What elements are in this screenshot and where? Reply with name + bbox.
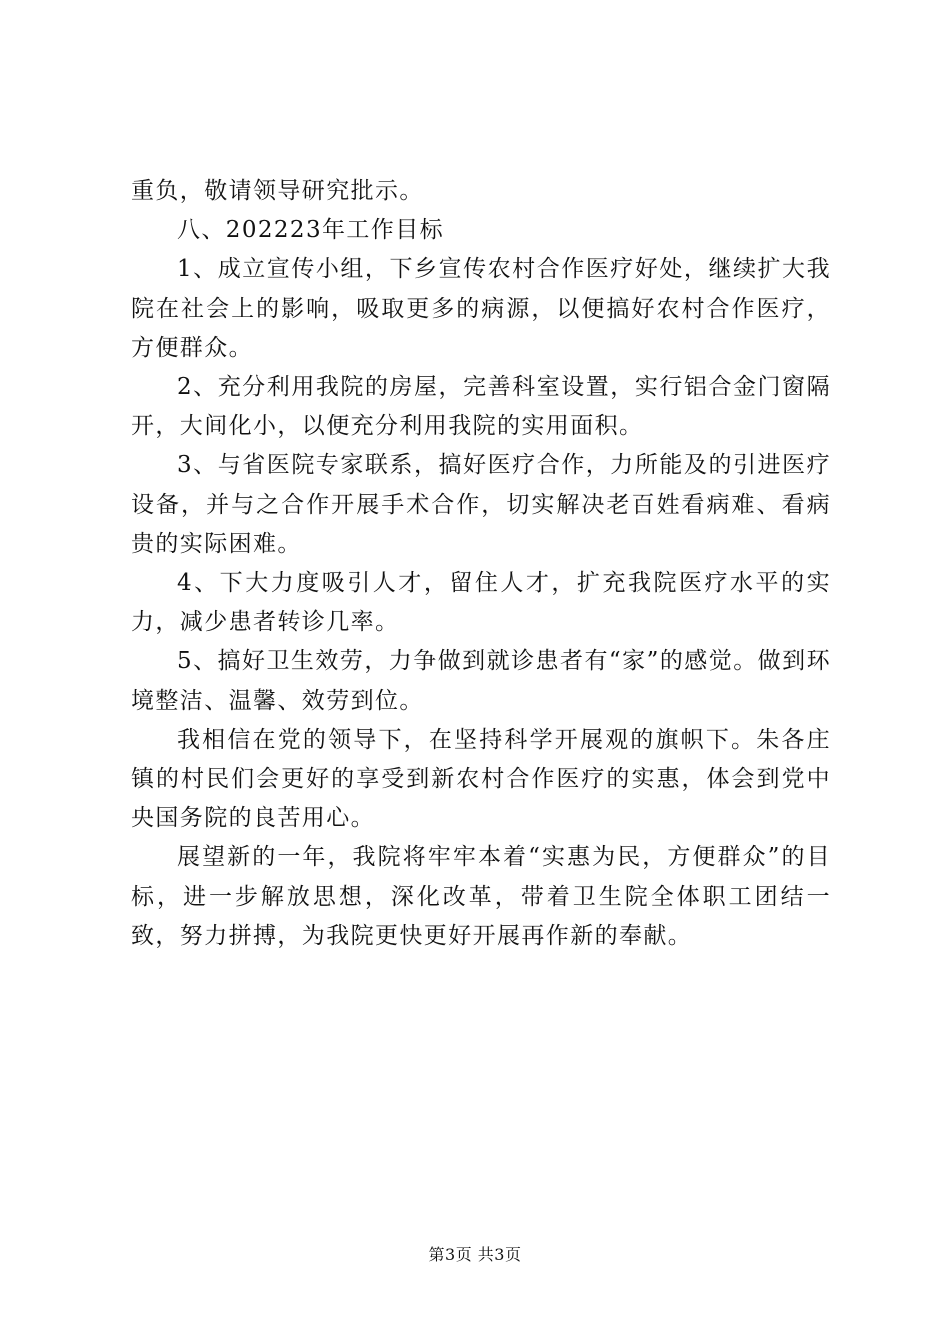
paragraph-goal-4: 4、下大力度吸引人才，留住人才，扩充我院医疗水平的实力，减少患者转诊几率。 bbox=[131, 570, 831, 636]
paragraph-outlook: 展望新的一年，我院将牢牢本着“实惠为民，方便群众”的目标，进一步解放思想，深化改革，带着卫生院全体职工团结一致，努力拼搏，为我院更快更好开展再作新的奉献。 bbox=[131, 844, 831, 949]
document-body bbox=[131, 172, 831, 956]
paragraph-belief: 我相信在党的领导下，在坚持科学开展观的旗帜下。朱各庄镇的村民们会更好的享受到新农村合作医疗的实惠，体会到党中央国务院的良苦用心。 bbox=[131, 726, 831, 832]
paragraph-continuation: 重负，敬请领导研究批示。 bbox=[131, 178, 424, 204]
paragraph-goal-5: 5、搞好卫生效劳，力争做到就诊患者有“家”的感觉。做到环境整洁、温馨、效劳到位。 bbox=[131, 648, 831, 714]
paragraph-goal-2: 2、充分利用我院的房屋，完善科室设置，实行铝合金门窗隔开，大间化小，以便充分利用我院的实用面积。 bbox=[131, 374, 831, 440]
page-number-footer: 第3页 共3页 bbox=[428, 1245, 522, 1264]
paragraph-goal-3: 3、与省医院专家联系，搞好医疗合作，力所能及的引进医疗设备，并与之合作开展手术合作，切实解决老百姓看病难、看病贵的实际困难。 bbox=[131, 452, 831, 557]
paragraph-goal-1: 1、成立宣传小组，下乡宣传农村合作医疗好处，继续扩大我院在社会上的影响，吸取更多的病源，以便搞好农村合作医疗，方便群众。 bbox=[131, 256, 831, 361]
section-heading: 八、202223年工作目标 bbox=[177, 217, 444, 244]
